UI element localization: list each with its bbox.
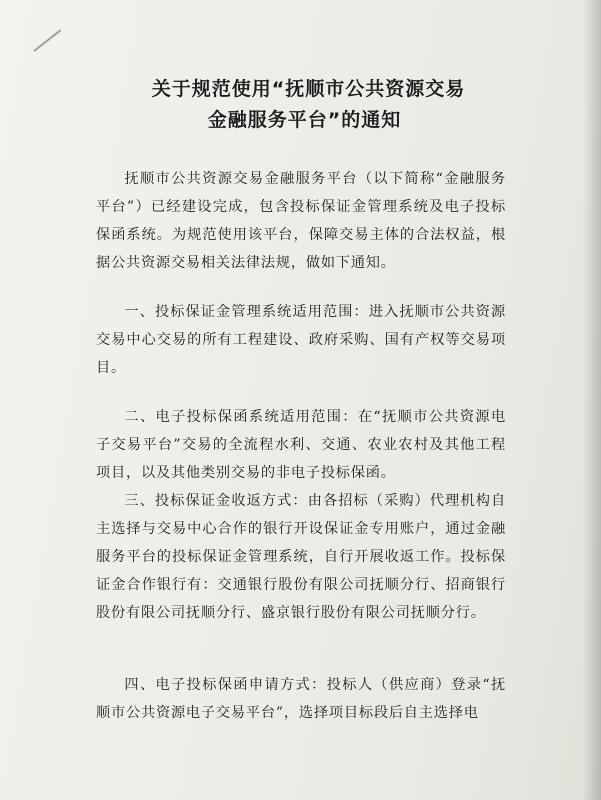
- paragraph-intro: 抚顺市公共资源交易金融服务平台（以下简称“金融服务平台”）已经建设完成，包含投标保证金管理系统及电子投标保函系统。为规范使用该平台，保障交易主体的合法权益，根据公共资源交易相关法律法规，做如下通知。: [96, 171, 506, 271]
- document-title-line1: 关于规范使用“抚顺市公共资源交易: [151, 78, 466, 100]
- paragraph-section-2: 二、电子投标保函系统适用范围：在“抚顺市公共资源电子交易平台”交易的全流程水利、交通、农业农村及其他工程项目，以及其他类别交易的非电子投标保函。: [96, 409, 506, 481]
- paragraph-section-4: 四、电子投标保函申请方式：投标人（供应商）登录“抚顺市公共资源电子交易平台”，选择项目标段后自主选择电: [96, 677, 506, 721]
- page-edge-shadow: [583, 0, 601, 800]
- paragraph-section-1: 一、投标保证金管理系统适用范围：进入抚顺市公共资源交易中心交易的所有工程建设、政府采购、国有产权等交易项目。: [96, 304, 506, 376]
- pen-mark: [33, 29, 61, 52]
- paragraph-section-3: 三、投标保证金收返方式：由各招标（采购）代理机构自主选择与交易中心合作的银行开设保证金专用账户，通过金融服务平台的投标保证金管理系统，自行开展收返工作。投标保证金合作银行有：交通银行股份有限公司抚顺分行、招商银行股份有限公司抚顺分行、盛京银行股份有限公司抚顺分行。: [96, 493, 506, 621]
- document-title-line2: 金融服务平台”的通知: [207, 109, 402, 131]
